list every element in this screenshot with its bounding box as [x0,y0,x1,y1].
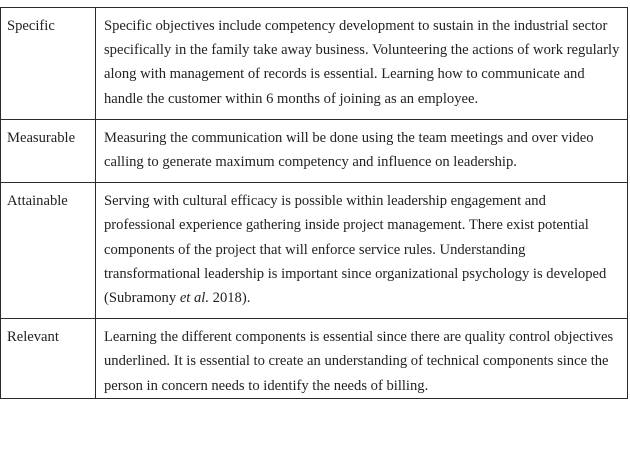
table-row-relevant [1,319,628,399]
citation-year: 2018). [209,290,251,307]
citation-et-al: et al. [179,290,209,307]
table-row-attainable [1,183,628,319]
criterion-cell: Relevant [1,319,96,399]
criterion-cell: Attainable [1,183,96,319]
criterion-cell: Specific [1,8,96,120]
criterion-cell: Measurable [1,119,96,182]
description-cell: Learning the different components is essential since there are quality control objectives underlined. It is essential to create an understanding of technical components since the person in concern needs to identify the needs of billing. [96,319,628,399]
table-row-specific [1,8,628,120]
description-cell [96,183,628,319]
description-cell: Measuring the communication will be done using the team meetings and over video calling to generate maximum competency and influence on leadership. [96,119,628,182]
smart-objectives-table [0,7,628,399]
description-cell: Specific objectives include competency development to sustain in the industrial sector specifically in the family take away business. Volunteering the actions of work regularly along with management of records is essential. Learning how to communicate and handle the customer within 6 months of joining as an employee. [96,8,628,120]
description-text: Serving with cultural efficacy is possible within leadership engagement and professional experience gathering inside project management. There exist potential components of the project that will enforce service rules. Understanding transformational leadership is important since organizational psychology is developed (Subramony [104,193,607,307]
table-row-measurable [1,119,628,182]
